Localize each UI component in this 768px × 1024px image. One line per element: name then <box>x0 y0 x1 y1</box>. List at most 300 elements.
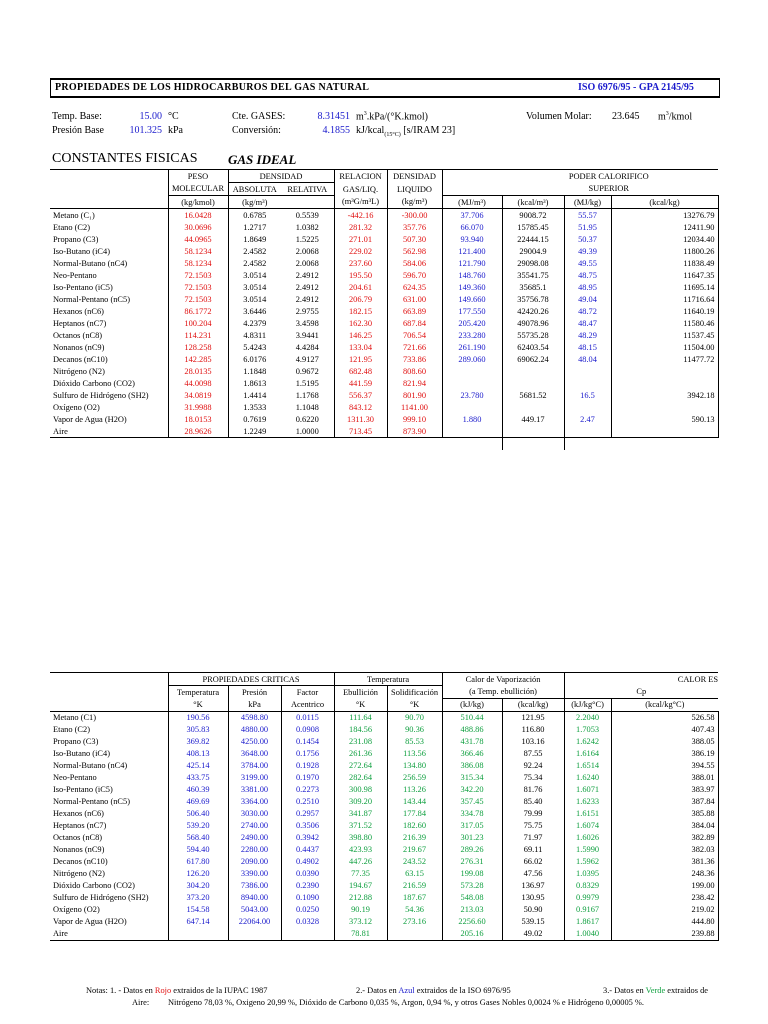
calor-vap-kj-cell: 301.23 <box>442 832 502 844</box>
component-name: Propano (C3) <box>53 234 99 244</box>
relacion-gas-liq-cell: 843.12 <box>334 401 387 413</box>
peso-molecular-cell: 142.285 <box>168 353 228 365</box>
unit-kg-m3: (kg/m³) <box>228 196 281 209</box>
table-row <box>50 245 718 257</box>
hdr-densidad: DENSIDAD <box>228 170 334 183</box>
relacion-gas-liq-cell: 162.30 <box>334 317 387 329</box>
ebullicion-cell: 184.56 <box>334 724 387 736</box>
peso-molecular-cell: 34.0819 <box>168 389 228 401</box>
unit-m3g-m3l: (m³G/m³L) <box>334 196 387 209</box>
component-name: Nitrógeno (N2) <box>53 869 105 878</box>
pcs-mj-kg-cell: 48.04 <box>564 353 611 365</box>
pcs-kcal-kg-cell: 11477.72 <box>611 353 718 365</box>
pcs-mj-m3-cell <box>442 365 502 377</box>
pcs-mj-m3-cell: 1.880 <box>442 413 502 425</box>
pres-base-value: 101.325 <box>129 125 162 136</box>
unit-mj-m3: (MJ/m³) <box>442 196 502 209</box>
table-row <box>50 868 718 880</box>
table2-header-row-1 <box>50 673 718 686</box>
factor-acentrico-cell: 0.0908 <box>281 724 334 736</box>
factor-acentrico-cell: 0.3942 <box>281 832 334 844</box>
pcs-mj-m3-cell <box>442 377 502 389</box>
cp-kj-cell: 1.6233 <box>564 796 611 808</box>
table-row <box>50 293 718 305</box>
pres-base-unit: kPa <box>168 125 183 136</box>
ebullicion-cell: 90.19 <box>334 904 387 916</box>
densidad-liquido-cell: 821.94 <box>387 377 442 389</box>
densidad-relativa-cell: 0.6220 <box>295 414 319 424</box>
ebullicion-cell: 231.08 <box>334 736 387 748</box>
table-row <box>50 269 718 281</box>
factor-acentrico-cell: 0.0250 <box>281 904 334 916</box>
table-row <box>50 365 718 377</box>
temperatura-critica-cell: 568.40 <box>168 832 228 844</box>
conversion-value: 4.1855 <box>322 125 350 136</box>
densidad-absoluta-cell: 4.2379 <box>228 317 281 329</box>
presion-critica-cell: 3199.00 <box>228 772 281 784</box>
presion-critica-cell: 3030.00 <box>228 808 281 820</box>
densidad-absoluta-cell: 3.0514 <box>228 293 281 305</box>
unit-acentrico: Acentrico <box>281 698 334 711</box>
pcs-mj-m3-cell: 177.550 <box>442 305 502 317</box>
temperatura-critica-cell: 369.82 <box>168 736 228 748</box>
component-name: Neo-Pentano <box>53 773 97 782</box>
pcs-mj-kg-cell: 49.55 <box>564 257 611 269</box>
presion-critica-cell: 4598.80 <box>228 711 281 724</box>
pcs-kcal-m3-cell: 5681.52 <box>502 389 564 401</box>
ebullicion-cell: 447.26 <box>334 856 387 868</box>
table-row <box>50 305 718 317</box>
densidad-liquido-cell: 507.30 <box>387 233 442 245</box>
unit-k-ebullicion: °K <box>334 698 387 711</box>
pcs-kcal-kg-cell: 11647.35 <box>611 269 718 281</box>
peso-molecular-cell: 58.1234 <box>168 257 228 269</box>
temperatura-critica-cell: 617.80 <box>168 856 228 868</box>
temperatura-critica-cell: 539.20 <box>168 820 228 832</box>
hdr-factor: Factor <box>281 686 334 699</box>
temperatura-critica-cell: 126.20 <box>168 868 228 880</box>
pcs-mj-m3-cell: 149.660 <box>442 293 502 305</box>
conversion-label: Conversión: <box>232 125 281 136</box>
densidad-relativa-cell: 0.9672 <box>295 366 319 376</box>
cp-kcal-cell: 388.05 <box>611 736 718 748</box>
calor-vap-kcal-cell: 136.97 <box>502 880 564 892</box>
pcs-kcal-m3-cell: 29004.9 <box>502 245 564 257</box>
solidificacion-cell: 187.67 <box>387 892 442 904</box>
solidificacion-cell: 177.84 <box>387 808 442 820</box>
pcs-mj-kg-cell: 48.47 <box>564 317 611 329</box>
ebullicion-cell: 261.36 <box>334 748 387 760</box>
solidificacion-cell: 113.26 <box>387 784 442 796</box>
component-name: Octanos (nC8) <box>53 330 103 340</box>
table-row <box>50 711 718 724</box>
relacion-gas-liq-cell: 182.15 <box>334 305 387 317</box>
presion-critica-cell: 3648.00 <box>228 748 281 760</box>
pcs-kcal-m3-cell <box>502 377 564 389</box>
relacion-gas-liq-cell: 133.04 <box>334 341 387 353</box>
pcs-mj-m3-cell <box>442 401 502 413</box>
pcs-kcal-kg-cell: 11800.26 <box>611 245 718 257</box>
solidificacion-cell: 113.56 <box>387 748 442 760</box>
hdr-calor-vaporizacion: Calor de Vaporización <box>442 673 564 686</box>
calor-vap-kj-cell: 317.05 <box>442 820 502 832</box>
ebullicion-cell: 309.20 <box>334 796 387 808</box>
solidificacion-cell: 219.67 <box>387 844 442 856</box>
component-name: Hexanos (nC6) <box>53 306 104 316</box>
temperatura-critica-cell: 647.14 <box>168 916 228 928</box>
relacion-gas-liq-cell: 204.61 <box>334 281 387 293</box>
relacion-gas-liq-cell: 195.50 <box>334 269 387 281</box>
densidad-liquido-cell: 562.98 <box>387 245 442 257</box>
pcs-kcal-kg-cell <box>611 365 718 377</box>
calor-vap-kj-cell: 573.28 <box>442 880 502 892</box>
peso-molecular-cell: 16.0428 <box>168 209 228 222</box>
ebullicion-cell: 341.87 <box>334 808 387 820</box>
factor-acentrico-cell: 0.2390 <box>281 880 334 892</box>
cte-gases-unit: $m^3.kPa/(^\circ K.kmol)$ <box>356 111 428 123</box>
component-name: Metano (C₁) <box>53 210 95 220</box>
pcs-kcal-m3-cell: 49078.96 <box>502 317 564 329</box>
component-name: Iso-Butano (iC4) <box>53 246 110 256</box>
pcs-kcal-m3-cell: 22444.15 <box>502 233 564 245</box>
table-row <box>50 880 718 892</box>
pcs-kcal-m3-cell: 42420.26 <box>502 305 564 317</box>
peso-molecular-cell: 100.204 <box>168 317 228 329</box>
temperatura-critica-cell: 304.20 <box>168 880 228 892</box>
pcs-mj-kg-cell: 48.75 <box>564 269 611 281</box>
presion-critica-cell: 2490.00 <box>228 832 281 844</box>
calor-vap-kcal-cell: 66.02 <box>502 856 564 868</box>
pcs-mj-kg-cell: 49.04 <box>564 293 611 305</box>
solidificacion-cell: 90.36 <box>387 724 442 736</box>
table-row <box>50 772 718 784</box>
pcs-mj-kg-cell: 16.5 <box>564 389 611 401</box>
cp-kcal-cell: 248.36 <box>611 868 718 880</box>
cp-kj-cell: 1.6164 <box>564 748 611 760</box>
table1-trailing-row <box>50 438 718 451</box>
presion-critica-cell: 8940.00 <box>228 892 281 904</box>
component-name: Etano (C2) <box>53 725 90 734</box>
component-name: Heptanos (nC7) <box>53 318 107 328</box>
solidificacion-cell: 143.44 <box>387 796 442 808</box>
component-name: Nitrógeno (N2) <box>53 366 105 376</box>
calor-vap-kcal-cell: 103.16 <box>502 736 564 748</box>
temperatura-critica-cell <box>168 928 228 941</box>
calor-vap-kcal-cell: 85.40 <box>502 796 564 808</box>
calor-vap-kcal-cell: 75.75 <box>502 820 564 832</box>
densidad-absoluta-cell: 4.8311 <box>228 329 281 341</box>
solidificacion-cell: 273.16 <box>387 916 442 928</box>
calor-vap-kcal-cell: 49.02 <box>502 928 564 941</box>
cp-kj-cell: 1.6242 <box>564 736 611 748</box>
cte-gases-label: Cte. GASES: <box>232 111 286 122</box>
table-row <box>50 341 718 353</box>
cp-kj-cell: 1.6071 <box>564 784 611 796</box>
component-name: Oxígeno (O2) <box>53 402 100 412</box>
cp-kj-cell: 1.5962 <box>564 856 611 868</box>
ebullicion-cell: 371.52 <box>334 820 387 832</box>
ebullicion-cell: 78.81 <box>334 928 387 941</box>
table2-header-row-2 <box>50 686 718 699</box>
temperatura-critica-cell: 425.14 <box>168 760 228 772</box>
pcs-kcal-kg-cell: 11504.00 <box>611 341 718 353</box>
densidad-liquido-cell: 808.60 <box>387 365 442 377</box>
cp-kcal-cell: 219.02 <box>611 904 718 916</box>
unit-kcal-kg-vap: (kcal/kg) <box>502 698 564 711</box>
cp-kj-cell: 1.8617 <box>564 916 611 928</box>
component-name: Octanos (nC8) <box>53 833 103 842</box>
densidad-absoluta-cell: 2.4582 <box>228 245 281 257</box>
component-name: Iso-Butano (iC4) <box>53 749 110 758</box>
factor-acentrico-cell: 0.2957 <box>281 808 334 820</box>
cp-kcal-cell: 444.80 <box>611 916 718 928</box>
densidad-liquido-cell: 721.66 <box>387 341 442 353</box>
relacion-gas-liq-cell: 441.59 <box>334 377 387 389</box>
densidad-relativa-cell: 1.1768 <box>295 390 319 400</box>
factor-acentrico-cell: 0.2273 <box>281 784 334 796</box>
table-row <box>50 413 718 425</box>
hdr-cp: Cp <box>564 686 718 699</box>
calor-vap-kj-cell: 334.78 <box>442 808 502 820</box>
component-name: Normal-Pentano (nC5) <box>53 294 130 304</box>
ebullicion-cell: 212.88 <box>334 892 387 904</box>
cp-kcal-cell: 382.03 <box>611 844 718 856</box>
peso-molecular-cell: 44.0965 <box>168 233 228 245</box>
pcs-mj-m3-cell: 121.790 <box>442 257 502 269</box>
hdr-absoluta: ABSOLUTA <box>228 183 281 196</box>
pcs-kcal-m3-cell: 9008.72 <box>502 209 564 222</box>
presion-critica-cell: 2740.00 <box>228 820 281 832</box>
pcs-kcal-m3-cell: 29098.08 <box>502 257 564 269</box>
pcs-kcal-kg-cell: 11537.45 <box>611 329 718 341</box>
pcs-kcal-m3-cell: 35685.1 <box>502 281 564 293</box>
component-name: Decanos (nC10) <box>53 857 108 866</box>
cp-kj-cell: 1.6074 <box>564 820 611 832</box>
hdr-temperatura-critica: Temperatura <box>168 686 228 699</box>
densidad-absoluta-cell: 1.8649 <box>228 233 281 245</box>
cp-kj-cell: 1.0040 <box>564 928 611 941</box>
table-row <box>50 820 718 832</box>
temperatura-critica-cell: 190.56 <box>168 711 228 724</box>
hdr-ebullicion: Ebullición <box>334 686 387 699</box>
peso-molecular-cell: 72.1503 <box>168 281 228 293</box>
solidificacion-cell <box>387 928 442 941</box>
densidad-liquido-cell: 706.54 <box>387 329 442 341</box>
component-name: Nonanos (nC9) <box>53 845 105 854</box>
relacion-gas-liq-cell: 146.25 <box>334 329 387 341</box>
densidad-relativa-cell: 2.4912 <box>295 294 319 304</box>
table-row <box>50 401 718 413</box>
component-name: Neo-Pentano <box>53 270 97 280</box>
cp-kcal-cell: 387.84 <box>611 796 718 808</box>
component-name: Normal-Butano (nC4) <box>53 761 128 770</box>
solidificacion-cell: 216.59 <box>387 880 442 892</box>
temperatura-critica-cell: 594.40 <box>168 844 228 856</box>
densidad-absoluta-cell: 3.0514 <box>228 281 281 293</box>
peso-molecular-cell: 58.1234 <box>168 245 228 257</box>
relacion-gas-liq-cell: 271.01 <box>334 233 387 245</box>
hdr-densidad-liquido: DENSIDAD <box>387 170 442 183</box>
pcs-kcal-kg-cell: 13276.79 <box>611 209 718 222</box>
volumen-molar-value: 23.645 <box>612 111 640 122</box>
pcs-mj-kg-cell: 48.29 <box>564 329 611 341</box>
presion-critica-cell: 3364.00 <box>228 796 281 808</box>
densidad-relativa-cell: 4.4284 <box>295 342 319 352</box>
densidad-liquido-cell: 596.70 <box>387 269 442 281</box>
densidad-absoluta-cell: 5.4243 <box>228 341 281 353</box>
pcs-mj-m3-cell: 233.280 <box>442 329 502 341</box>
calor-vap-kcal-cell: 71.97 <box>502 832 564 844</box>
pcs-kcal-kg-cell: 12034.40 <box>611 233 718 245</box>
densidad-absoluta-cell: 1.8613 <box>228 377 281 389</box>
relacion-gas-liq-cell: 237.60 <box>334 257 387 269</box>
solidificacion-cell: 182.60 <box>387 820 442 832</box>
ebullicion-cell: 398.80 <box>334 832 387 844</box>
presion-critica-cell: 7386.00 <box>228 880 281 892</box>
component-name: Heptanos (nC7) <box>53 821 107 830</box>
cp-kj-cell: 1.6514 <box>564 760 611 772</box>
table-row <box>50 736 718 748</box>
cp-kcal-cell: 381.36 <box>611 856 718 868</box>
unit-kj-kg: (kJ/kg) <box>442 698 502 711</box>
pcs-mj-m3-cell: 148.760 <box>442 269 502 281</box>
factor-acentrico-cell: 0.4902 <box>281 856 334 868</box>
table-row <box>50 928 718 941</box>
cp-kj-cell: 1.5990 <box>564 844 611 856</box>
pcs-mj-kg-cell <box>564 377 611 389</box>
temp-base-value: 15.00 <box>139 111 162 122</box>
table-row <box>50 832 718 844</box>
table-row <box>50 377 718 389</box>
notes-line-1: Notas: 1. - Datos en Rojo extraidos de la IUPAC 1987 <box>86 986 268 995</box>
pcs-mj-kg-cell: 48.15 <box>564 341 611 353</box>
pcs-mj-m3-cell: 23.780 <box>442 389 502 401</box>
factor-acentrico-cell: 0.0328 <box>281 916 334 928</box>
ebullicion-cell: 423.93 <box>334 844 387 856</box>
conversion-unit: kJ/kcal$_{(15^\circ C)}$ [s/IRAM 23] <box>356 125 456 138</box>
calor-vap-kcal-cell: 92.24 <box>502 760 564 772</box>
component-name: Aire <box>50 928 168 941</box>
cp-kj-cell: 1.7053 <box>564 724 611 736</box>
relacion-gas-liq-cell: 713.45 <box>334 425 387 438</box>
calor-vap-kj-cell: 386.08 <box>442 760 502 772</box>
peso-molecular-cell: 86.1772 <box>168 305 228 317</box>
volumen-molar-unit: $m^3$/kmol <box>658 111 693 123</box>
pcs-mj-m3-cell <box>442 425 502 438</box>
calor-vap-kcal-cell: 47.56 <box>502 868 564 880</box>
peso-molecular-cell: 31.9988 <box>168 401 228 413</box>
presion-critica-cell <box>228 928 281 941</box>
cp-kcal-cell: 394.55 <box>611 760 718 772</box>
component-name: Vapor de Agua (H2O) <box>53 917 127 926</box>
table1-header-units <box>50 196 718 209</box>
hdr-peso: PESO <box>168 170 228 183</box>
calor-vap-kj-cell: 366.46 <box>442 748 502 760</box>
pcs-kcal-kg-cell: 11580.46 <box>611 317 718 329</box>
cp-kcal-cell: 388.01 <box>611 772 718 784</box>
cp-kcal-cell: 386.19 <box>611 748 718 760</box>
document-title: PROPIEDADES DE LOS HIDROCARBUROS DEL GAS NATURAL <box>55 82 370 93</box>
table1-header-row-1 <box>50 170 718 183</box>
factor-acentrico-cell: 0.1756 <box>281 748 334 760</box>
densidad-liquido-cell: 687.84 <box>387 317 442 329</box>
presion-critica-cell: 5043.00 <box>228 904 281 916</box>
table-row <box>50 221 718 233</box>
factor-acentrico-cell: 0.1970 <box>281 772 334 784</box>
table-row <box>50 916 718 928</box>
table-row <box>50 796 718 808</box>
densidad-relativa-cell: 2.0068 <box>295 246 319 256</box>
pcs-mj-m3-cell: 149.360 <box>442 281 502 293</box>
pcs-kcal-kg-cell <box>611 377 718 389</box>
solidificacion-cell: 243.52 <box>387 856 442 868</box>
hdr-temperatura-group: Temperatura <box>334 673 442 686</box>
relacion-gas-liq-cell: 1311.30 <box>334 413 387 425</box>
propiedades-criticas-table <box>50 672 719 941</box>
densidad-liquido-cell: 1141.00 <box>387 401 442 413</box>
hdr-gas-liq: GAS/LIQ. <box>334 183 387 196</box>
unit-k-solidificacion: °K <box>387 698 442 711</box>
cp-kcal-cell: 239.88 <box>611 928 718 941</box>
peso-molecular-cell: 18.0153 <box>168 413 228 425</box>
calor-vap-kcal-cell: 81.76 <box>502 784 564 796</box>
cp-kcal-cell: 407.43 <box>611 724 718 736</box>
densidad-relativa-cell: 1.5195 <box>295 378 319 388</box>
densidad-relativa-cell: 0.5539 <box>295 210 319 220</box>
densidad-liquido-cell: 663.89 <box>387 305 442 317</box>
temperatura-critica-cell: 305.83 <box>168 724 228 736</box>
solidificacion-cell: 54.36 <box>387 904 442 916</box>
factor-acentrico-cell: 0.3506 <box>281 820 334 832</box>
pcs-mj-m3-cell: 37.706 <box>442 209 502 222</box>
pcs-kcal-m3-cell: 55735.28 <box>502 329 564 341</box>
densidad-absoluta-cell: 1.1848 <box>228 365 281 377</box>
calor-vap-kcal-cell: 50.90 <box>502 904 564 916</box>
pcs-kcal-m3-cell: 69062.24 <box>502 353 564 365</box>
densidad-relativa-cell: 2.4912 <box>295 282 319 292</box>
table-row <box>50 724 718 736</box>
calor-vap-kj-cell: 199.08 <box>442 868 502 880</box>
densidad-relativa-cell: 2.0068 <box>295 258 319 268</box>
component-name: Vapor de Agua (H2O) <box>53 414 127 424</box>
table-row <box>50 209 718 222</box>
hdr-relacion: RELACION <box>334 170 387 183</box>
densidad-absoluta-cell: 0.7619 <box>228 413 281 425</box>
factor-acentrico-cell: 0.4437 <box>281 844 334 856</box>
solidificacion-cell: 134.80 <box>387 760 442 772</box>
pcs-kcal-m3-cell <box>502 365 564 377</box>
hdr-solidificacion: Solidificación <box>387 686 442 699</box>
pcs-mj-kg-cell <box>564 425 611 438</box>
unit-kg-m3-liquid: (kg/m³) <box>387 196 442 209</box>
component-name: Nonanos (nC9) <box>53 342 105 352</box>
calor-vap-kj-cell: 213.03 <box>442 904 502 916</box>
calor-vap-kj-cell: 289.26 <box>442 844 502 856</box>
calor-vap-kj-cell: 357.45 <box>442 796 502 808</box>
calor-vap-kcal-cell: 87.55 <box>502 748 564 760</box>
pcs-mj-kg-cell: 51.95 <box>564 221 611 233</box>
pcs-kcal-m3-cell: 15785.45 <box>502 221 564 233</box>
section-title-constantes: CONSTANTES FISICAS <box>52 151 198 166</box>
densidad-absoluta-cell: 0.6785 <box>228 209 281 222</box>
peso-molecular-cell: 72.1503 <box>168 293 228 305</box>
table1-header-row-2 <box>50 183 718 196</box>
cp-kj-cell: 2.2040 <box>564 711 611 724</box>
densidad-liquido-cell: -300.00 <box>387 209 442 222</box>
cp-kj-cell: 1.6151 <box>564 808 611 820</box>
unit-mj-kg: (MJ/kg) <box>564 196 611 209</box>
densidad-absoluta-cell: 1.2717 <box>228 221 281 233</box>
